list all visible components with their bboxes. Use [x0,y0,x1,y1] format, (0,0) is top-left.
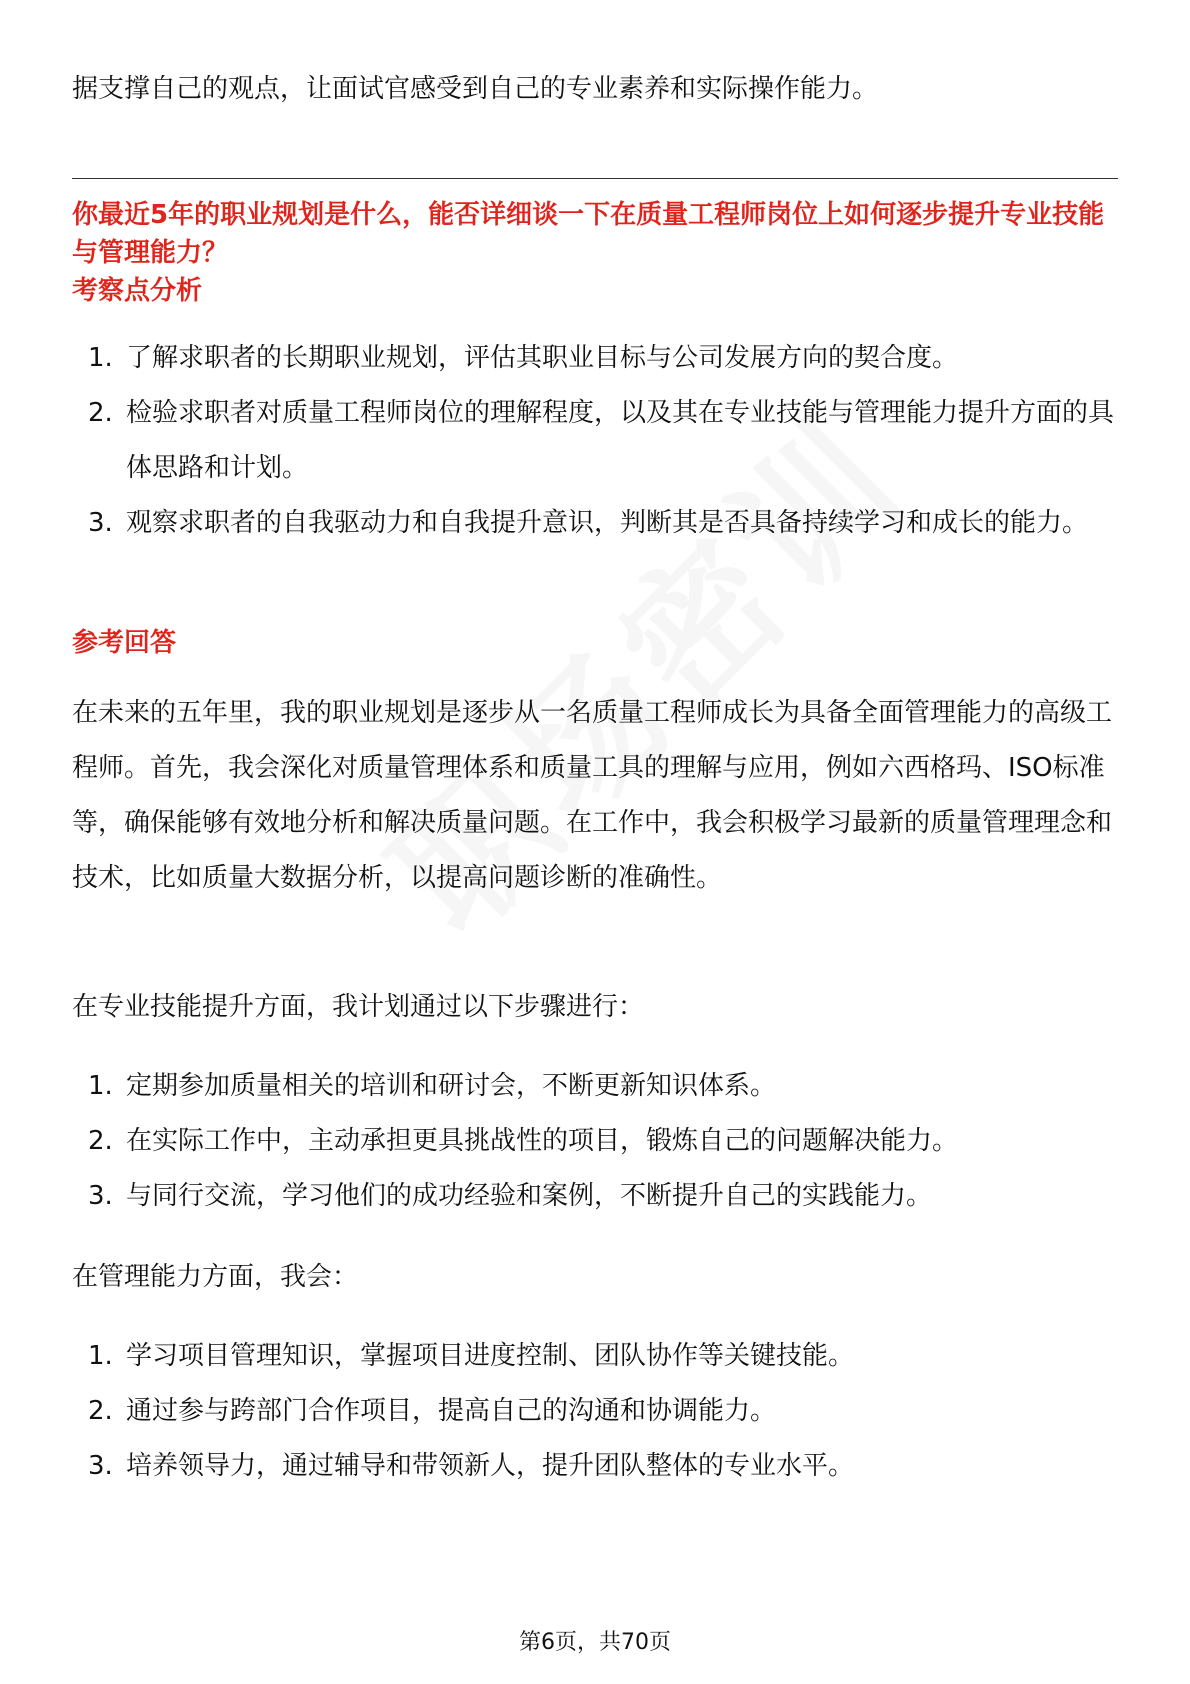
list-text: 通过参与跨部门合作项目，提高自己的沟通和协调能力。 [126,1396,777,1426]
page-number: 第6页，共70页 [519,1630,671,1655]
list-item [72,496,1118,551]
list-text: 检验求职者对质量工程师岗位的理解程度，以及其在专业技能与管理能力提升方面的具体思路和计划。 [126,398,1115,483]
list-number: 2. [88,1396,113,1426]
list-item [72,1169,1118,1224]
skills-intro: 在专业技能提升方面，我计划通过以下步骤进行： [72,992,645,1022]
list-item [72,331,1118,386]
list-number: 2. [88,398,113,428]
answer-heading: 参考回答 [72,628,177,658]
list-item [72,1114,1118,1169]
section-divider [72,178,1118,179]
list-number: 1. [88,343,113,373]
list-item [72,1059,1118,1114]
list-text: 定期参加质量相关的培训和研讨会，不断更新知识体系。 [126,1071,777,1101]
analysis-heading: 考察点分析 [72,276,203,306]
intro-fragment: 据支撑自己的观点，让面试官感受到自己的专业素养和实际操作能力。 [72,74,879,104]
list-item [72,386,1118,496]
list-number: 3. [88,1451,113,1481]
question-title: 你最近5年的职业规划是什么，能否详细谈一下在质量工程师岗位上如何逐步提升专业技能与管理能力？ [72,200,1105,268]
skills-list [72,1059,1118,1224]
list-item [72,1439,1118,1494]
list-number: 1. [88,1071,113,1101]
list-number: 1. [88,1341,113,1371]
list-item [72,1384,1118,1439]
answer-paragraph: 在未来的五年里，我的职业规划是逐步从一名质量工程师成长为具备全面管理能力的高级工程师。首先，我会深化对质量管理体系和质量工具的理解与应用，例如六西格玛、ISO标准等，确保能够有效地分析和解决质量问题。在工作中，我会积极学习最新的质量管理理念和技术，比如质量大数据分析，以提高问题诊断的准确性。 [72,698,1113,893]
list-number: 3. [88,1181,113,1211]
list-text: 与同行交流，学习他们的成功经验和案例，不断提升自己的实践能力。 [126,1181,933,1211]
list-number: 2. [88,1126,113,1156]
list-text: 在实际工作中，主动承担更具挑战性的项目，锻炼自己的问题解决能力。 [126,1126,959,1156]
analysis-list [72,331,1118,551]
list-number: 3. [88,508,113,538]
management-list [72,1329,1118,1494]
list-text: 学习项目管理知识，掌握项目进度控制、团队协作等关键技能。 [126,1341,855,1371]
list-item [72,1329,1118,1384]
list-text: 了解求职者的长期职业规划，评估其职业目标与公司发展方向的契合度。 [126,343,959,373]
list-text: 培养领导力，通过辅导和带领新人，提升团队整体的专业水平。 [126,1451,855,1481]
list-text: 观察求职者的自我驱动力和自我提升意识，判断其是否具备持续学习和成长的能力。 [126,508,1089,538]
management-intro: 在管理能力方面，我会： [72,1262,359,1292]
